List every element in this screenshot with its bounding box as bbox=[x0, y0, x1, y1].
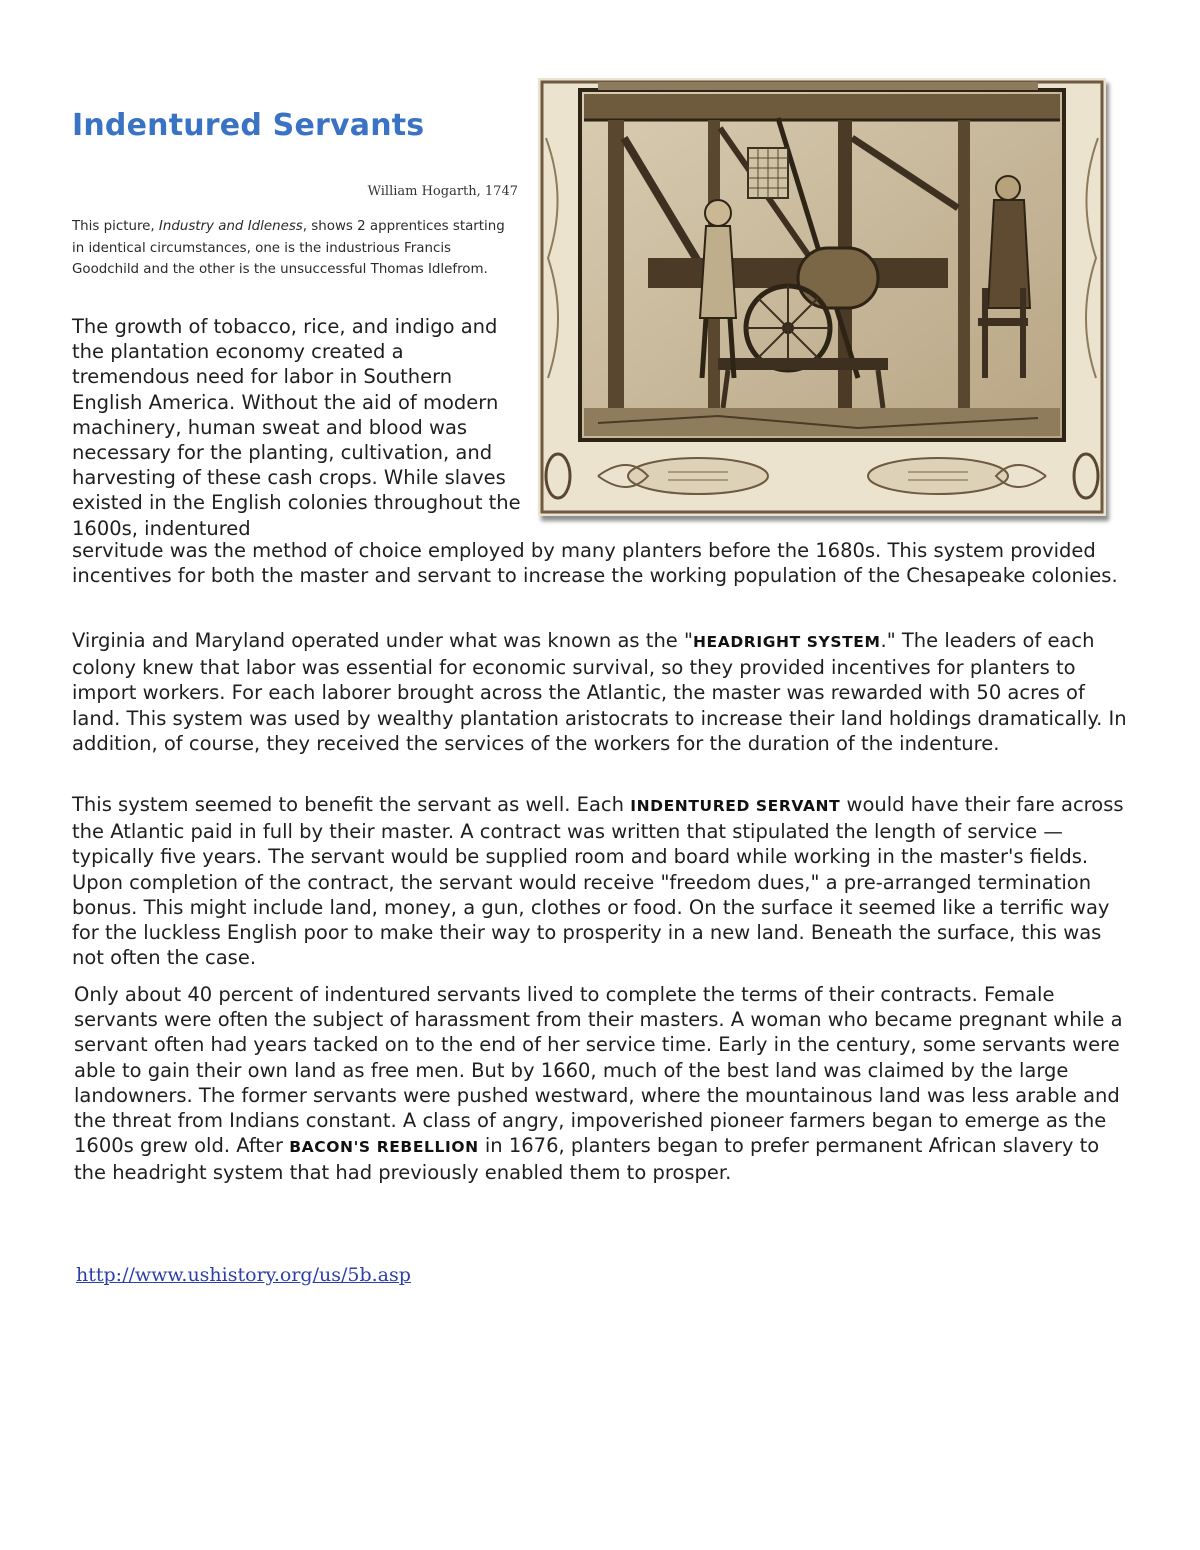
p3-text-after: would have their fare across the Atlantic paid in full by their master. A contract was written that stipulated the length of service — typically five years. The servant would be supplied room and board while working in the master's fields. Upon completion of the contract, the servant would receive "freedom dues," a pre-arranged termination bonus. This might include land, money, a gun, clothes or food. On the surface it seemed like a terrific way for the luckless English poor to make their way to prosperity in a new land. Beneath the surface, this was not often the case. bbox=[72, 793, 1124, 970]
paragraph-2 bbox=[72, 628, 1132, 756]
page-title: Indentured Servants bbox=[72, 108, 425, 143]
term-headright-system: HEADRIGHT SYSTEM bbox=[692, 633, 881, 651]
paragraph-3 bbox=[72, 792, 1132, 970]
term-indentured-servant: INDENTURED SERVANT bbox=[630, 797, 841, 815]
paragraph-4 bbox=[74, 982, 1134, 1186]
paragraph-1-wrapped: The growth of tobacco, rice, and indigo and the plantation economy created a tremendous need for labor in Southern English America. Without the aid of modern machinery, human sweat and blood was necessary for the planting, cultivation, and harvesting of these cash crops. While slaves existed in the English colonies throughout the 1600s, indentured bbox=[72, 315, 521, 540]
p3-text-before: This system seemed to benefit the servant as well. Each bbox=[72, 793, 631, 816]
hogarth-engraving-image bbox=[538, 78, 1106, 516]
p2-text-before: Virginia and Maryland operated under what was known as the " bbox=[72, 629, 693, 652]
p2-text-after: ." The leaders of each colony knew that labor was essential for economic survival, so they provided incentives for planters to import workers. For each laborer brought across the Atlantic, the master was rewarded with 50 acres of land. This system was used by wealthy plantation aristocrats to increase their land holdings dramatically. In addition, of course, they received the services of the workers for the duration of the indenture. bbox=[72, 629, 1127, 755]
paragraph-1-continued: servitude was the method of choice employed by many planters before the 1680s. This system provided incentives for both the master and servant to increase the working population of the Chesapeake colonies. bbox=[72, 539, 1118, 588]
source-link[interactable]: http://www.ushistory.org/us/5b.asp bbox=[76, 1264, 411, 1286]
figure-caption bbox=[72, 216, 512, 281]
p4-text-before: Only about 40 percent of indentured servants lived to complete the terms of their contracts. Female servants were often the subject of harassment from their masters. A woman who became pregnant while a servant often had years tacked on to the end of her service time. Early in the century, some servants were able to gain their own land as free men. But by 1660, much of the best land was claimed by the large landowners. The former servants were pushed westward, where the mountainous land was less arable and the threat from Indians constant. A class of angry, impoverished pioneer farmers began to emerge as the 1600s grew old. After bbox=[74, 983, 1123, 1158]
caption-prefix: This picture, bbox=[72, 219, 159, 234]
p4-text-after: in 1676, planters began to prefer permanent African slavery to the headright system that had previously enabled them to prosper. bbox=[74, 1134, 1100, 1185]
term-bacons-rebellion: BACON'S REBELLION bbox=[289, 1138, 479, 1157]
engraving-illustration bbox=[538, 78, 1106, 516]
caption-artwork-title: Industry and Idleness bbox=[158, 219, 303, 234]
figure-credit: William Hogarth, 1747 bbox=[367, 184, 518, 199]
caption-suffix: , shows 2 apprentices starting in identical circumstances, one is the industrious Francis Goodchild and the other is the unsuccessful Thomas Idlefrom. bbox=[72, 219, 505, 277]
